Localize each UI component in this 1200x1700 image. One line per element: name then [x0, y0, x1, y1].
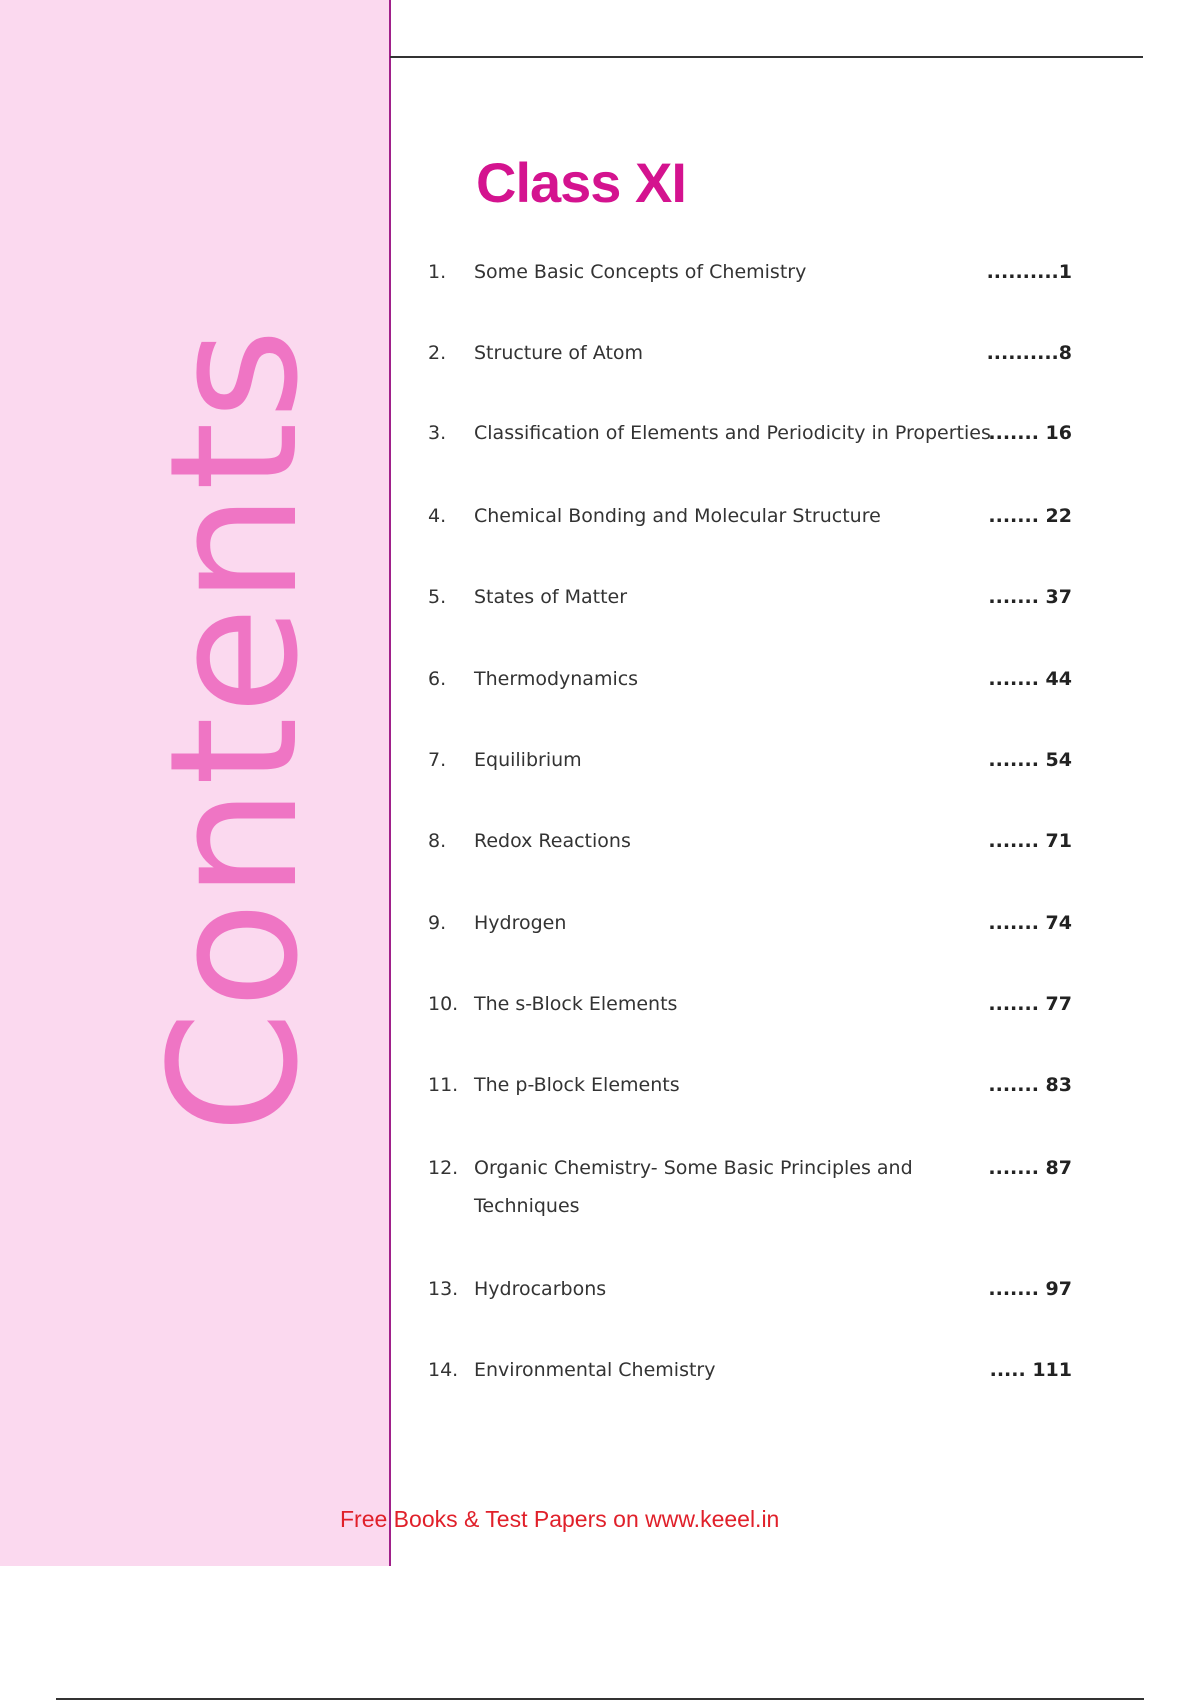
toc-item-title: Some Basic Concepts of Chemistry	[474, 261, 807, 283]
toc-item-title: Organic Chemistry- Some Basic Principles and Techniques	[474, 1157, 913, 1217]
toc-item-number: 14.	[428, 1359, 459, 1381]
toc-item-title: Environmental Chemistry	[474, 1359, 716, 1381]
class-title: Class XI	[476, 151, 686, 214]
toc-item-number: 3.	[428, 422, 447, 444]
toc-item-page: ....... 83	[988, 1074, 1072, 1096]
toc-item-page: ....... 16	[988, 422, 1072, 444]
toc-item-title: Hydrogen	[474, 912, 567, 934]
toc-item-number: 4.	[428, 505, 447, 527]
toc-item-number: 2.	[428, 342, 447, 364]
toc-item-number: 12.	[428, 1157, 459, 1179]
toc-item-title: Hydrocarbons	[474, 1278, 607, 1300]
toc-item-page: ....... 22	[988, 505, 1072, 527]
toc-item-page: ....... 97	[988, 1278, 1072, 1300]
toc-item-page: ....... 74	[988, 912, 1072, 934]
toc-item-title: Chemical Bonding and Molecular Structure	[474, 505, 881, 527]
toc-item-title: The p-Block Elements	[474, 1074, 680, 1096]
toc-item-number: 7.	[428, 749, 447, 771]
toc-item-number: 1.	[428, 261, 447, 283]
toc-item-title: States of Matter	[474, 586, 628, 608]
toc-item-number: 8.	[428, 830, 447, 852]
toc-item-number: 11.	[428, 1074, 459, 1096]
toc-item-page: ....... 77	[988, 993, 1072, 1015]
toc-item-page: ....... 37	[988, 586, 1072, 608]
toc-item-title: Thermodynamics	[474, 668, 639, 690]
top-rule	[390, 56, 1143, 58]
toc-item-page: ....... 71	[988, 830, 1072, 852]
toc-item-page: ..........8	[986, 342, 1072, 364]
toc-item-number: 9.	[428, 912, 447, 934]
toc-item-page: ..... 111	[989, 1359, 1072, 1381]
toc-item-title: Redox Reactions	[474, 830, 631, 852]
toc-item-number: 13.	[428, 1278, 459, 1300]
toc-item-title: Equilibrium	[474, 749, 582, 771]
toc-item-title: Classification of Elements and Periodicity in Properties	[474, 422, 991, 444]
toc-item-number: 10.	[428, 993, 459, 1015]
contents-vertical-title: Contents	[132, 326, 337, 1134]
toc-item-page: ....... 44	[988, 668, 1072, 690]
toc-item-title: The s-Block Elements	[474, 993, 678, 1015]
toc-item-number: 5.	[428, 586, 447, 608]
side-divider	[389, 0, 391, 1566]
toc-item-page: ....... 87	[988, 1157, 1072, 1179]
toc-item-title: Structure of Atom	[474, 342, 644, 364]
footer-website-link[interactable]: Free Books & Test Papers on www.keeel.in	[340, 1506, 780, 1532]
toc-item-page: ..........1	[986, 261, 1072, 283]
toc-item-page: ....... 54	[988, 749, 1072, 771]
toc-item-number: 6.	[428, 668, 447, 690]
